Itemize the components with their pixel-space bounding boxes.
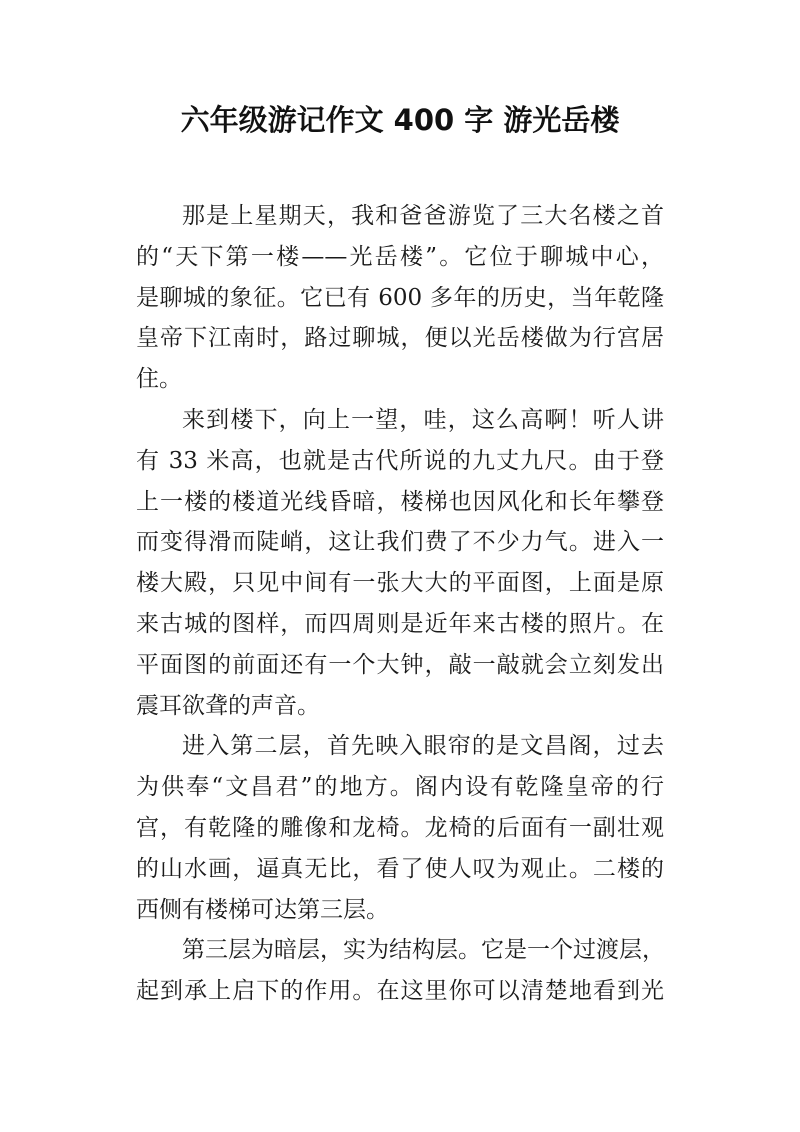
text-line: 起到承上启下的作用。在这里你可以清楚地看到光 [136,978,664,1005]
text-line: 宫，有乾隆的雕像和龙椅。龙椅的后面有一副壮观 [136,814,664,841]
text-line: 皇帝下江南时，路过聊城，便以光岳楼做为行宫居 [136,325,664,352]
text-line: 那是上星期天，我和爸爸游览了三大名楼之首 [182,203,664,229]
text-line: 来古城的图样，而四周则是近年来古楼的照片。在 [136,610,664,637]
text-line: 进入第二层，首先映入眼帘的是文昌阁，过去 [182,733,664,760]
text-line: 楼大殿，只见中间有一张大大的平面图，上面是原 [136,570,664,597]
text-line: 的山水画，逼真无比，看了使人叹为观止。二楼的 [136,855,664,882]
text-line: 上一楼的楼道光线昏暗，楼梯也因风化和长年攀登 [136,488,664,515]
text-line: 平面图的前面还有一个大钟，敲一敲就会立刻发出 [136,651,664,678]
paragraph-3 [136,726,664,930]
text-line: 的“天下第一楼——光岳楼”。它位于聊城中心， [136,243,664,270]
text-line: 有 33 米高，也就是古代所说的九丈九尺。由于登 [136,447,664,474]
text-line: 是聊城的象征。它已有 600 多年的历史，当年乾隆 [136,284,664,311]
text-line: 而变得滑而陡峭，这让我们费了不少力气。进入一 [136,529,664,556]
text-line: 住。 [136,366,182,393]
text-line: 来到楼下，向上一望，哇，这么高啊！听人讲 [182,406,664,433]
text-line: 为供奉“文昌君”的地方。阁内设有乾隆皇帝的行 [136,774,664,801]
paragraph-2 [136,400,664,726]
paragraph-1 [136,196,664,400]
document-body [136,196,664,1012]
paragraph-4 [136,930,664,1012]
text-line: 震耳欲聋的声音。 [136,692,320,719]
text-line: 西侧有楼梯可达第三层。 [136,896,389,923]
text-line: 第三层为暗层，实为结构层。它是一个过渡层， [182,937,665,964]
document-title: 六年级游记作文 400 字 游光岳楼 [180,103,620,137]
